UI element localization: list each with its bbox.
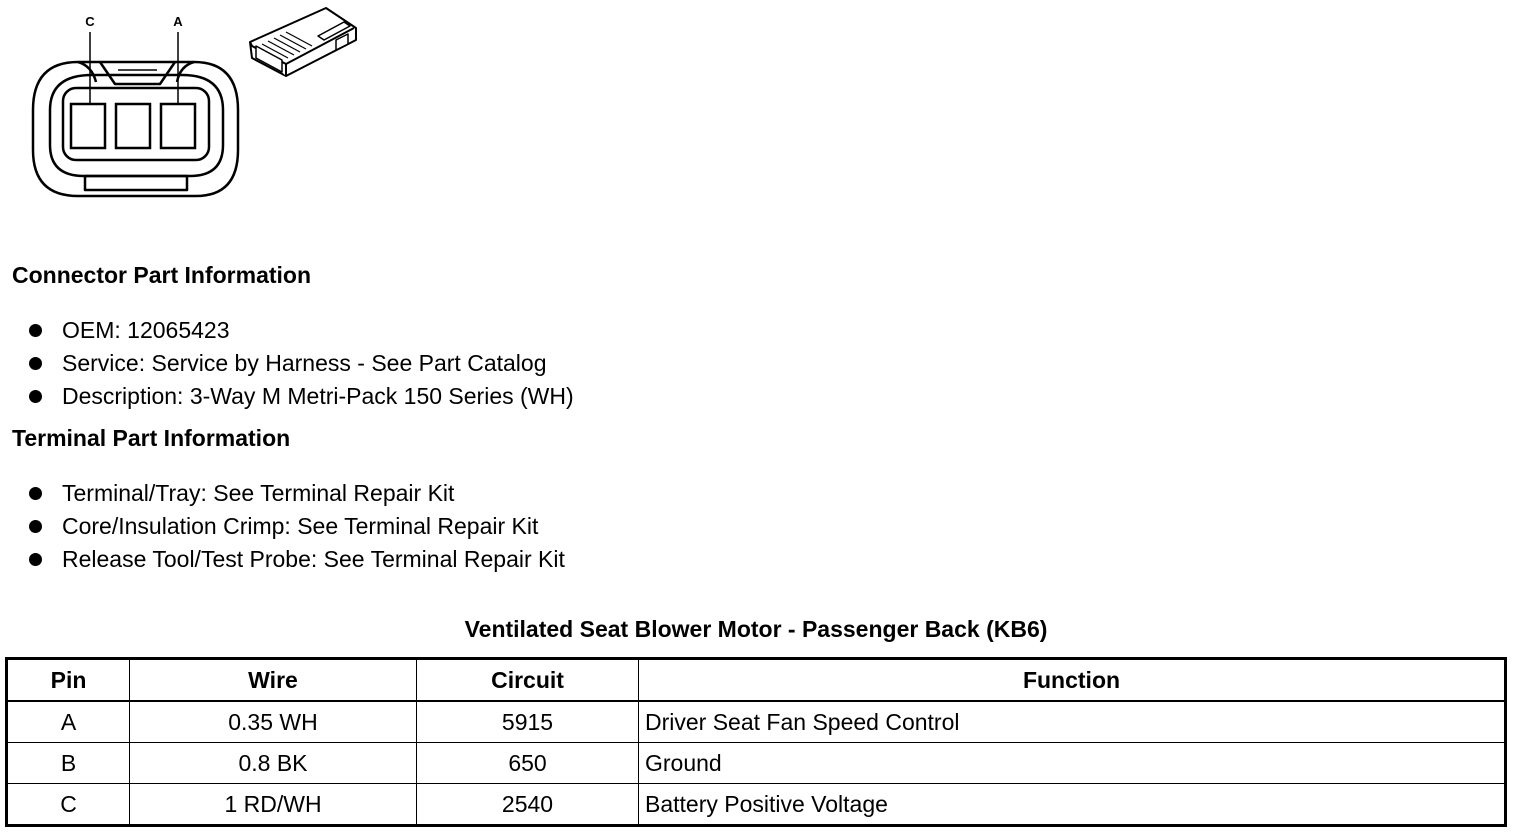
column-header-wire: Wire <box>130 659 417 702</box>
list-item-text: Service: Service by Harness - See Part Catalog <box>62 350 547 376</box>
bullet-icon <box>29 487 42 500</box>
function-cell: Driver Seat Fan Speed Control <box>639 701 1506 743</box>
table-title: Ventilated Seat Blower Motor - Passenger Back (KB6) <box>464 616 1048 642</box>
terminal-part-info-list <box>28 477 565 576</box>
cavity-b <box>116 104 150 148</box>
pin-cell: B <box>7 743 130 784</box>
pinout-table <box>5 657 1507 827</box>
cavity-c <box>71 104 105 148</box>
column-header-function: Function <box>639 659 1506 702</box>
pin-cell: A <box>7 701 130 743</box>
circuit-cell: 650 <box>417 743 639 784</box>
list-item <box>28 543 565 576</box>
list-item-text: Description: 3-Way M Metri-Pack 150 Series (WH) <box>62 383 574 409</box>
list-item-text: Release Tool/Test Probe: See Terminal Repair Kit <box>62 546 565 572</box>
list-item <box>28 347 574 380</box>
table-header-row <box>7 659 1506 702</box>
bullet-icon <box>29 390 42 403</box>
table-row <box>7 784 1506 826</box>
list-item-text: Core/Insulation Crimp: See Terminal Repair Kit <box>62 513 539 539</box>
list-item <box>28 380 574 413</box>
terminal-cavities <box>71 104 195 148</box>
list-item-text: Terminal/Tray: See Terminal Repair Kit <box>62 480 455 506</box>
table-row <box>7 701 1506 743</box>
list-item <box>28 477 565 510</box>
bullet-icon <box>29 553 42 566</box>
function-cell: Ground <box>639 743 1506 784</box>
cavity-a <box>161 104 195 148</box>
table-row <box>7 743 1506 784</box>
bullet-icon <box>29 520 42 533</box>
column-header-pin: Pin <box>7 659 130 702</box>
connector-diagram <box>0 0 380 215</box>
function-cell: Battery Positive Voltage <box>639 784 1506 826</box>
circuit-cell: 5915 <box>417 701 639 743</box>
column-header-circuit: Circuit <box>417 659 639 702</box>
pin-label-c: C <box>85 14 95 29</box>
connector-part-info-heading: Connector Part Information <box>12 262 312 288</box>
pin-label-a: A <box>173 14 183 29</box>
terminal-part-info-heading: Terminal Part Information <box>12 425 291 451</box>
list-item-text: OEM: 12065423 <box>62 317 230 343</box>
list-item <box>28 314 574 347</box>
connector-part-info-list <box>28 314 574 413</box>
bullet-icon <box>29 324 42 337</box>
wire-cell: 1 RD/WH <box>130 784 417 826</box>
circuit-cell: 2540 <box>417 784 639 826</box>
connector-3d-illustration <box>250 8 356 76</box>
pin-cell: C <box>7 784 130 826</box>
list-item <box>28 510 565 543</box>
bullet-icon <box>29 357 42 370</box>
wire-cell: 0.35 WH <box>130 701 417 743</box>
wire-cell: 0.8 BK <box>130 743 417 784</box>
